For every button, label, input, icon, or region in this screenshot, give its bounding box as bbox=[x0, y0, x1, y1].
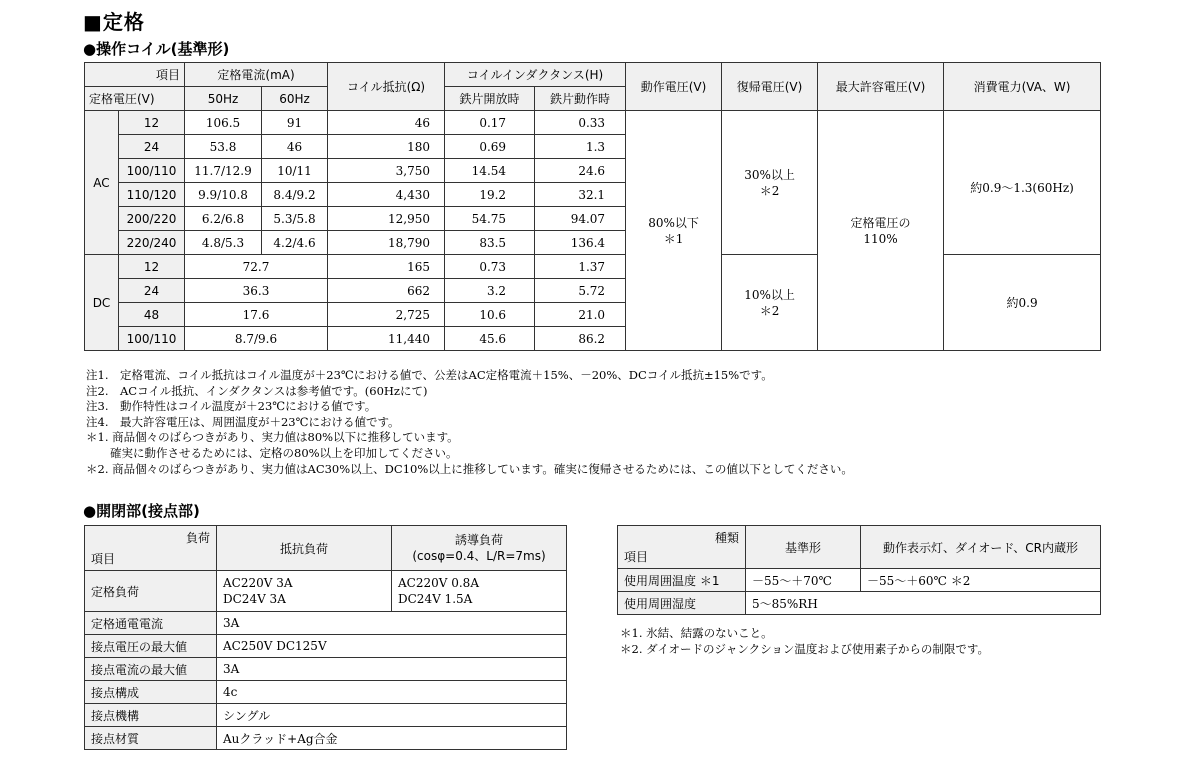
note-3: 注3. 動作特性はコイル温度が＋23℃における値です。 bbox=[86, 399, 377, 414]
header-coil-resistance: コイル抵抗(Ω) bbox=[328, 63, 445, 111]
table-row bbox=[85, 635, 567, 658]
max-voltage-line2: 110% bbox=[863, 231, 898, 246]
note-4: 注4. 最大許容電圧は、周囲温度が＋23℃における値です。 bbox=[86, 414, 400, 429]
resistance-cell: 46 bbox=[328, 111, 445, 135]
ind-open-cell: 3.2 bbox=[445, 279, 535, 303]
contact-section-heading: ●開閉部(接点部) bbox=[83, 502, 200, 520]
env-footnote-2: ＊2. ダイオードのジャンクション温度および使用素子からの制限です。 bbox=[620, 641, 989, 656]
resistive-ac: AC220V 3A bbox=[223, 576, 293, 590]
header-inductive-title: 誘導負荷 bbox=[454, 533, 503, 547]
ind-open-cell: 10.6 bbox=[445, 303, 535, 327]
table-row bbox=[85, 255, 1101, 279]
ind-open-cell: 45.6 bbox=[445, 327, 535, 351]
header-rated-voltage: 定格電圧(V) bbox=[85, 87, 185, 111]
table-row bbox=[85, 727, 567, 750]
ind-open-cell: 0.73 bbox=[445, 255, 535, 279]
temp-options-cell: －55～＋60℃ ＊2 bbox=[861, 569, 1101, 592]
note-1: 注1. 定格電流、コイル抵抗はコイル温度が＋23℃における値で、公差はAC定格電流＋15%、－20%、DCコイル抵抗±15%です。 bbox=[86, 368, 773, 382]
ind-close-cell: 5.72 bbox=[535, 279, 626, 303]
release-voltage-dc-value: 10%以上 bbox=[744, 287, 795, 302]
header-ind-open: 鉄片開放時 bbox=[445, 87, 535, 111]
resistive-dc: DC24V 3A bbox=[223, 592, 286, 606]
table-row bbox=[85, 111, 1101, 135]
ind-close-cell: 24.6 bbox=[535, 159, 626, 183]
header-operate-voltage: 動作電圧(V) bbox=[626, 63, 722, 111]
release-voltage-ac-cell bbox=[722, 111, 818, 255]
voltage-cell: 24 bbox=[119, 135, 185, 159]
contact-table bbox=[84, 525, 567, 750]
header-release-voltage: 復帰電圧(V) bbox=[722, 63, 818, 111]
ind-close-cell: 1.3 bbox=[535, 135, 626, 159]
current-60hz-cell: 4.2/4.6 bbox=[262, 231, 328, 255]
humidity-cell: 5～85%RH bbox=[746, 592, 1101, 615]
row-value: AC250V DC125V bbox=[217, 635, 567, 658]
contact-header-corner bbox=[85, 526, 217, 571]
env-footnote-1: ＊1. 氷結、結露のないこと。 bbox=[620, 626, 773, 640]
row-value: シングル bbox=[217, 704, 567, 727]
header-options: 動作表示灯、ダイオード、CR内蔵形 bbox=[861, 526, 1101, 569]
footnote-1-continued: 確実に動作させるためには、定格の80%以上を印加してください。 bbox=[110, 445, 458, 460]
header-ind-close: 鉄片動作時 bbox=[535, 87, 626, 111]
voltage-cell: 110/120 bbox=[119, 183, 185, 207]
row-label: 使用周囲温度 ＊1 bbox=[618, 569, 746, 592]
header-item: 項目 bbox=[85, 63, 185, 87]
table-row bbox=[85, 704, 567, 727]
inductive-load-cell bbox=[392, 571, 567, 612]
row-label: 接点電圧の最大値 bbox=[85, 635, 217, 658]
resistance-cell: 3,750 bbox=[328, 159, 445, 183]
ind-close-cell: 32.1 bbox=[535, 183, 626, 207]
max-voltage-line1: 定格電圧の bbox=[850, 215, 911, 230]
ind-close-cell: 136.4 bbox=[535, 231, 626, 255]
operate-voltage-value: 80%以下 bbox=[648, 215, 699, 230]
row-label: 接点材質 bbox=[85, 727, 217, 750]
temp-standard-cell: －55～＋70℃ bbox=[746, 569, 861, 592]
header-50hz: 50Hz bbox=[185, 87, 262, 111]
current-50hz-cell: 6.2/6.8 bbox=[185, 207, 262, 231]
ind-close-cell: 0.33 bbox=[535, 111, 626, 135]
power-dc-cell: 約0.9 bbox=[944, 255, 1101, 351]
table-row bbox=[85, 612, 567, 635]
resistance-cell: 2,725 bbox=[328, 303, 445, 327]
row-value: 4c bbox=[217, 681, 567, 704]
dc-label: DC bbox=[85, 255, 119, 351]
resistance-cell: 165 bbox=[328, 255, 445, 279]
current-60hz-cell: 10/11 bbox=[262, 159, 328, 183]
row-value: Auクラッド+Ag合金 bbox=[217, 727, 567, 750]
ind-open-cell: 14.54 bbox=[445, 159, 535, 183]
release-voltage-ac-note: ＊2 bbox=[759, 183, 780, 198]
current-cell: 17.6 bbox=[185, 303, 328, 327]
resistance-cell: 11,440 bbox=[328, 327, 445, 351]
ind-close-cell: 1.37 bbox=[535, 255, 626, 279]
operate-voltage-cell bbox=[626, 111, 722, 351]
header-item: 項目 bbox=[624, 550, 649, 564]
release-voltage-dc-note: ＊2 bbox=[759, 303, 780, 318]
table-row bbox=[85, 681, 567, 704]
ac-label: AC bbox=[85, 111, 119, 255]
release-voltage-ac-value: 30%以上 bbox=[744, 167, 795, 182]
inductive-dc: DC24V 1.5A bbox=[398, 592, 473, 606]
current-50hz-cell: 4.8/5.3 bbox=[185, 231, 262, 255]
current-cell: 8.7/9.6 bbox=[185, 327, 328, 351]
current-50hz-cell: 9.9/10.8 bbox=[185, 183, 262, 207]
header-inductive-load bbox=[392, 526, 567, 571]
current-60hz-cell: 46 bbox=[262, 135, 328, 159]
header-standard: 基準形 bbox=[746, 526, 861, 569]
voltage-cell: 48 bbox=[119, 303, 185, 327]
current-60hz-cell: 5.3/5.8 bbox=[262, 207, 328, 231]
release-voltage-dc-cell bbox=[722, 255, 818, 351]
header-inductive-cond: (cosφ=0.4、L/R=7ms) bbox=[412, 549, 546, 563]
header-coil-inductance: コイルインダクタンス(H) bbox=[445, 63, 626, 87]
voltage-cell: 100/110 bbox=[119, 327, 185, 351]
row-value: 3A bbox=[217, 658, 567, 681]
current-cell: 72.7 bbox=[185, 255, 328, 279]
row-label: 定格通電電流 bbox=[85, 612, 217, 635]
coil-notes bbox=[86, 368, 853, 477]
table-row bbox=[85, 571, 567, 612]
voltage-cell: 12 bbox=[119, 111, 185, 135]
coil-table bbox=[84, 62, 1101, 351]
voltage-cell: 220/240 bbox=[119, 231, 185, 255]
ind-open-cell: 19.2 bbox=[445, 183, 535, 207]
row-label: 使用周囲湿度 bbox=[618, 592, 746, 615]
ind-open-cell: 83.5 bbox=[445, 231, 535, 255]
voltage-cell: 200/220 bbox=[119, 207, 185, 231]
current-50hz-cell: 106.5 bbox=[185, 111, 262, 135]
header-60hz: 60Hz bbox=[262, 87, 328, 111]
resistance-cell: 662 bbox=[328, 279, 445, 303]
voltage-cell: 24 bbox=[119, 279, 185, 303]
footnote-1: ＊1. 商品個々のばらつきがあり、実力値は80%以下に推移しています。 bbox=[86, 430, 459, 445]
header-power: 消費電力(VA、W) bbox=[944, 63, 1101, 111]
current-cell: 36.3 bbox=[185, 279, 328, 303]
resistance-cell: 18,790 bbox=[328, 231, 445, 255]
env-header-corner bbox=[618, 526, 746, 569]
env-notes bbox=[620, 626, 989, 657]
current-50hz-cell: 53.8 bbox=[185, 135, 262, 159]
ind-close-cell: 94.07 bbox=[535, 207, 626, 231]
operate-voltage-note: ＊1 bbox=[663, 231, 684, 246]
current-60hz-cell: 8.4/9.2 bbox=[262, 183, 328, 207]
resistance-cell: 4,430 bbox=[328, 183, 445, 207]
header-rated-current: 定格電流(mA) bbox=[185, 63, 328, 87]
ind-open-cell: 0.69 bbox=[445, 135, 535, 159]
voltage-cell: 12 bbox=[119, 255, 185, 279]
resistive-load-cell bbox=[217, 571, 392, 612]
resistance-cell: 12,950 bbox=[328, 207, 445, 231]
header-type: 種類 bbox=[714, 531, 739, 545]
header-resistive-load: 抵抗負荷 bbox=[217, 526, 392, 571]
row-value: 3A bbox=[217, 612, 567, 635]
current-60hz-cell: 91 bbox=[262, 111, 328, 135]
note-2: 注2. ACコイル抵抗、インダクタンスは参考値です。(60Hzにて) bbox=[86, 383, 428, 398]
table-row bbox=[618, 569, 1101, 592]
header-item: 項目 bbox=[91, 552, 116, 566]
power-ac-cell: 約0.9～1.3(60Hz) bbox=[944, 111, 1101, 255]
page-title: ■定格 bbox=[83, 10, 145, 34]
table-row bbox=[618, 592, 1101, 615]
row-label: 定格負荷 bbox=[85, 571, 217, 612]
coil-section-heading: ●操作コイル(基準形) bbox=[83, 40, 230, 58]
inductive-ac: AC220V 0.8A bbox=[398, 576, 479, 590]
max-voltage-cell bbox=[818, 111, 944, 351]
ind-close-cell: 21.0 bbox=[535, 303, 626, 327]
header-max-voltage: 最大許容電圧(V) bbox=[818, 63, 944, 111]
header-load: 負荷 bbox=[185, 531, 210, 545]
row-label: 接点機構 bbox=[85, 704, 217, 727]
current-50hz-cell: 11.7/12.9 bbox=[185, 159, 262, 183]
voltage-cell: 100/110 bbox=[119, 159, 185, 183]
ind-open-cell: 54.75 bbox=[445, 207, 535, 231]
ind-open-cell: 0.17 bbox=[445, 111, 535, 135]
environment-table bbox=[617, 525, 1101, 615]
row-label: 接点構成 bbox=[85, 681, 217, 704]
ind-close-cell: 86.2 bbox=[535, 327, 626, 351]
table-row bbox=[85, 658, 567, 681]
footnote-2: ＊2. 商品個々のばらつきがあり、実力値はAC30%以上、DC10%以上に推移しています。確実に復帰させるためには、この値以下としてください。 bbox=[86, 461, 853, 476]
row-label: 接点電流の最大値 bbox=[85, 658, 217, 681]
resistance-cell: 180 bbox=[328, 135, 445, 159]
